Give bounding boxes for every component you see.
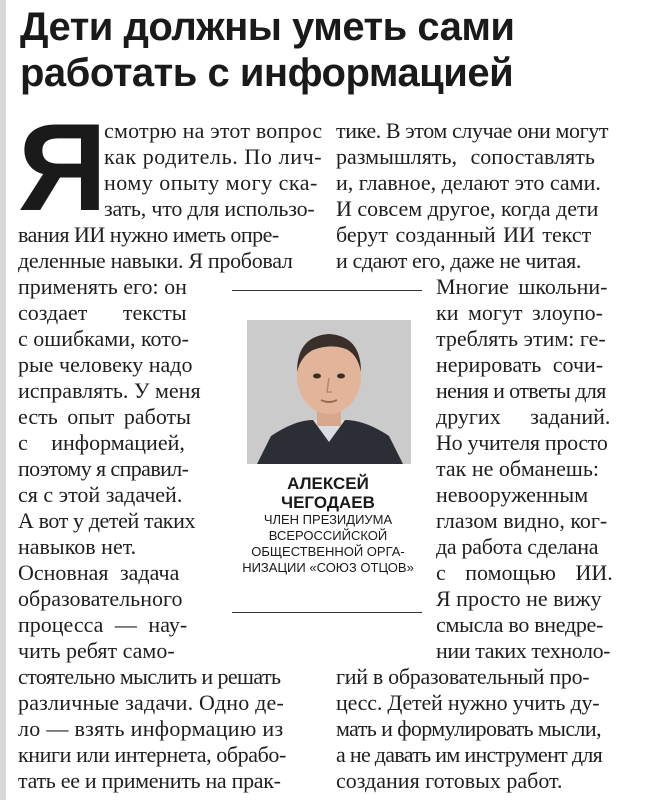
- text-line: смысла во внедре-: [436, 612, 604, 637]
- text-line: стоятельно мыслить и решать: [18, 664, 281, 689]
- column-1-bottom: [18, 664, 314, 794]
- text-line: как родитель. По лич-: [104, 144, 323, 169]
- text-line: И совсем другое, когда дети: [336, 196, 599, 221]
- person-role: ЧЛЕН ПРЕЗИДИУМА: [263, 512, 393, 527]
- text-line: создает тексты: [18, 300, 187, 325]
- inset-bottom-rule: [232, 612, 422, 613]
- column-2-middle: [436, 274, 636, 664]
- text-line: смотрю на этот вопрос: [104, 118, 323, 143]
- text-line: нения и ответы для: [436, 378, 606, 403]
- text-line: вания ИИ нужно иметь опре-: [18, 222, 279, 247]
- text-line: тике. В этом случае они могут: [336, 118, 609, 143]
- text-line: А вот у детей таких: [18, 508, 196, 533]
- text-line: процесса — нау-: [18, 612, 188, 637]
- text-line: образовательного: [18, 586, 183, 611]
- portrait-illustration: [247, 320, 411, 464]
- text-line: рые человеку надо: [18, 352, 193, 377]
- portrait-photo: [247, 320, 411, 464]
- person-role: ВСЕРОССИЙСКОЙ: [268, 528, 388, 543]
- text-line: гий в образовательный про-: [336, 664, 590, 689]
- text-line: чить ребят само-: [18, 638, 175, 663]
- text-line: и, главное, делают это сами.: [336, 170, 601, 195]
- drop-cap: Я: [18, 99, 108, 237]
- column-2-top: [336, 118, 636, 274]
- text-line: поэтому я справил-: [18, 456, 189, 481]
- text-line: навыков нет.: [18, 534, 137, 559]
- text-line: Основная задача: [18, 560, 180, 585]
- inset-top-rule: [232, 290, 422, 291]
- person-name: АЛЕКСЕЙ: [287, 474, 369, 493]
- column-1-top-wide: [18, 222, 310, 274]
- text-line: невооруженным: [436, 482, 589, 507]
- headline: [20, 4, 640, 96]
- text-line: Я просто не вижу: [436, 586, 602, 611]
- text-line: применять его: он: [18, 274, 187, 299]
- column-2-bottom: [336, 664, 636, 794]
- text-line: книги или интернета, обрабо-: [18, 742, 286, 767]
- text-line: а не давать им инструмент для: [336, 742, 603, 767]
- text-line: ло — взять информацию из: [18, 716, 284, 741]
- text-line: так не обманешь:: [436, 456, 600, 481]
- text-line: Многие школьни-: [436, 274, 608, 299]
- text-line: создания готовых работ.: [336, 768, 563, 793]
- text-line: размышлять, сопоставлять: [336, 144, 595, 169]
- person-name: ЧЕГОДАЕВ: [281, 493, 375, 512]
- text-line: тать ее и применить на прак-: [18, 768, 281, 793]
- text-line: других заданий.: [436, 404, 611, 429]
- text-line: цесс. Детей нужно учить ду-: [336, 690, 600, 715]
- headline-line: Дети должны уметь сами: [20, 5, 515, 49]
- text-line: ся с этой задачей.: [18, 482, 183, 507]
- text-line: да работа сделана: [436, 534, 599, 559]
- column-1-middle: [18, 274, 226, 664]
- text-line: глазом видно, ког-: [436, 508, 608, 533]
- headline-line: работать с информацией: [20, 51, 514, 95]
- person-role: ОБЩЕСТВЕННОЙ ОРГА-: [251, 544, 405, 559]
- text-line: треблять этим: ге-: [436, 326, 606, 351]
- text-line: ки могут злоупо-: [436, 300, 603, 325]
- text-line: исправлять. У меня: [18, 378, 201, 403]
- text-line: с ошибками, кото-: [18, 326, 189, 351]
- text-line: различные задачи. Одно де-: [18, 690, 285, 715]
- text-line: и сдают его, даже не читая.: [336, 248, 581, 273]
- text-line: Но учителя просто: [436, 430, 608, 455]
- text-line: с информацией,: [18, 430, 185, 455]
- text-line: деленные навыки. Я пробовал: [18, 248, 293, 273]
- person-role: НИЗАЦИИ «СОЮЗ ОТЦОВ»: [242, 560, 414, 575]
- column-1-top: [104, 118, 323, 222]
- text-line: нии таких техноло-: [436, 638, 611, 663]
- text-line: мать и формулировать мысли,: [336, 716, 601, 741]
- text-line: нерировать сочи-: [436, 352, 604, 377]
- text-line: с помощью ИИ.: [436, 560, 613, 585]
- text-line: есть опыт работы: [18, 404, 191, 429]
- photo-caption: [232, 474, 424, 576]
- text-line: берут созданный ИИ текст: [336, 222, 592, 247]
- text-line: зать, что для использо-: [104, 196, 315, 221]
- text-line: ному опыту могу ска-: [104, 170, 318, 195]
- page-edge: [0, 0, 6, 800]
